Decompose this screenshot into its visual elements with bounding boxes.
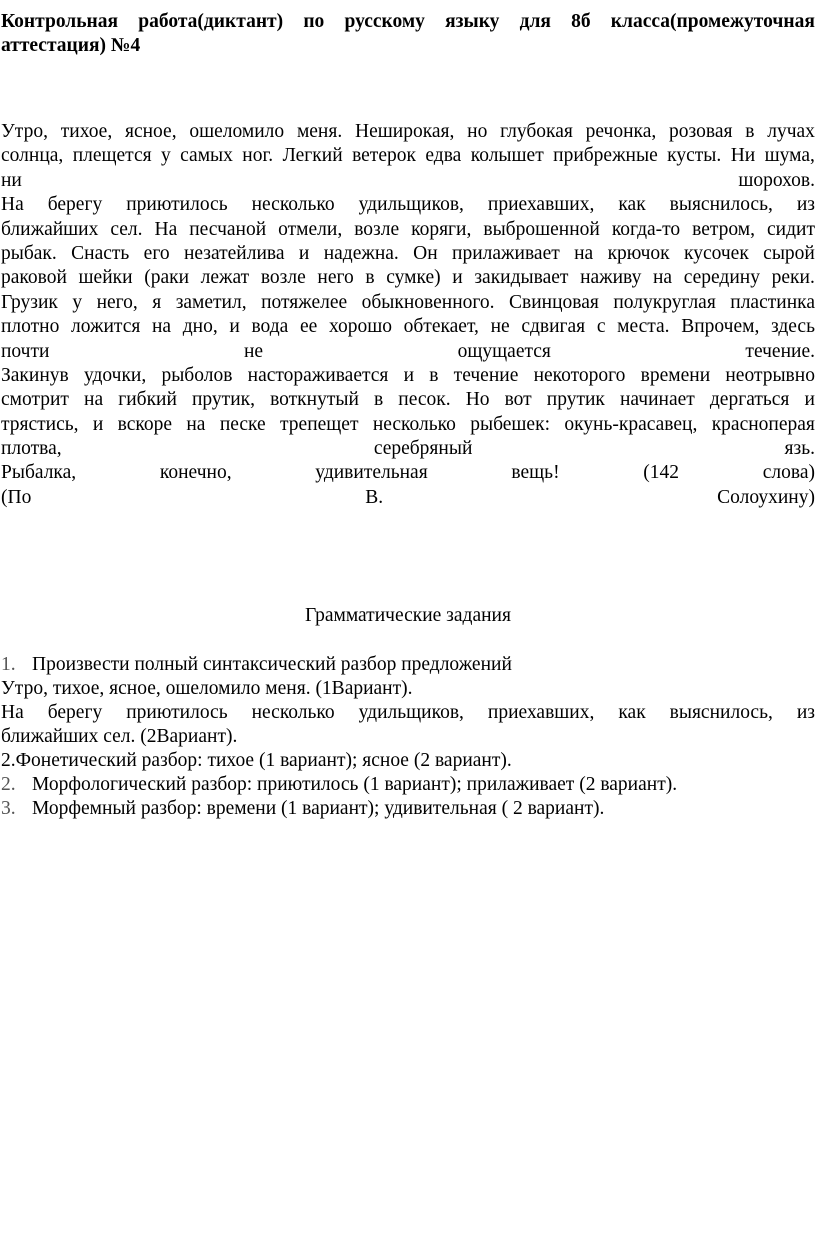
word: сдвигая [521, 316, 586, 338]
word: сидит [767, 218, 815, 240]
grammar-tasks [1, 653, 815, 821]
word: здесь [771, 316, 815, 338]
word: возле [354, 218, 400, 240]
dictation-line [1, 242, 815, 266]
word: него [317, 267, 354, 289]
word: Свинцовая [509, 291, 599, 313]
word: плещется [72, 145, 152, 167]
task-item-phonetic: 2.Фонетический разбор: тихое (1 вариант); ясное (2 вариант). [1, 750, 512, 771]
word: На [154, 218, 178, 240]
word: на [151, 316, 172, 338]
word: Утро, [1, 121, 48, 142]
word: у [72, 291, 83, 313]
word: несколько [372, 413, 456, 435]
word: его [143, 242, 170, 264]
word: некоторого [533, 364, 626, 386]
task-item-morphological [1, 773, 815, 797]
word: Но [465, 389, 490, 411]
word: берегу [47, 194, 103, 216]
word: берегу [47, 702, 103, 723]
word: отмели, [278, 218, 343, 240]
word: приехавших, [487, 702, 595, 723]
word: Впрочем, [681, 316, 760, 338]
word: кусты. [667, 145, 722, 167]
word: крючок [607, 242, 670, 264]
task-text: Произвести полный синтаксический разбор предложений [32, 654, 512, 675]
word: язь. [784, 438, 815, 460]
task-sentence-variant-1: Утро, тихое, ясное, ошеломило меня. (1Вариант). [1, 678, 413, 699]
word: по [303, 11, 325, 32]
word: речонка, [585, 121, 657, 142]
word: выяснилось, [669, 702, 773, 723]
word: выяснилось, [669, 194, 773, 216]
word: на [84, 389, 104, 411]
word: полукруглая [613, 291, 716, 313]
word: В. [365, 486, 384, 508]
word: и [804, 389, 815, 411]
word: Он [413, 242, 438, 264]
word: с [596, 316, 606, 338]
word: места. [617, 316, 670, 338]
dictation-line [1, 486, 815, 510]
dictation-line [1, 461, 815, 485]
word: и [452, 267, 463, 289]
task-sentence-variant-2-line-2: ближайших сел. (2Вариант). [1, 726, 238, 747]
word: середину [683, 267, 760, 289]
word: дно, [182, 316, 218, 338]
dictation-line [1, 144, 815, 168]
word: языку [445, 11, 500, 32]
task-text: Морфемный разбор: времени (1 вариант); удивительная ( 2 вариант). [32, 798, 605, 819]
word: из [796, 702, 815, 723]
word: течение. [745, 340, 815, 362]
word: сел. [110, 218, 143, 240]
word: лучах [767, 121, 815, 142]
word: на [574, 242, 594, 264]
word: Грузик [1, 291, 58, 313]
word: раковой [1, 267, 67, 289]
dictation-line [1, 340, 815, 364]
dictation-text [1, 120, 815, 510]
word: в [745, 121, 755, 142]
word: из [796, 194, 815, 216]
word: тихое, [60, 121, 113, 142]
word: Рыбалка, [1, 462, 77, 484]
word: Неширокая, [355, 121, 455, 142]
word: настораживается [247, 364, 389, 386]
word: рыбак. [1, 242, 57, 264]
word: шорохов. [738, 169, 815, 191]
document-title [1, 10, 815, 59]
word: плотва, [1, 438, 62, 460]
word: вскоре [117, 413, 173, 435]
word: Контрольная [1, 11, 119, 32]
word: слова) [762, 462, 815, 484]
task-number: 2. [1, 774, 16, 795]
word: самых [180, 145, 233, 167]
word: но [467, 121, 488, 142]
word: Закинув [1, 364, 69, 386]
dictation-line [1, 193, 815, 217]
word: ошеломило [189, 121, 285, 142]
task-item-morphemic [1, 797, 815, 821]
word: на [186, 413, 206, 435]
word: выброшенной [483, 218, 600, 240]
word: работа(диктант) [138, 11, 284, 32]
word: гибкий [118, 389, 177, 411]
word: смотрит [1, 389, 69, 411]
word: ощущается [457, 340, 551, 362]
word: прутик [546, 389, 605, 411]
word: прибрежные [553, 145, 658, 167]
word: ветерок [352, 145, 416, 167]
word: ни [1, 169, 22, 191]
word: прилаживает [452, 242, 560, 264]
word: меня. [296, 121, 343, 142]
word: времени [640, 364, 711, 386]
word: 8б [571, 11, 591, 32]
word: почти [1, 340, 50, 362]
word: приютилось [126, 702, 228, 723]
word: лежат [200, 267, 250, 289]
dictation-line [1, 364, 815, 388]
dictation-line [1, 120, 815, 144]
task-number: 3. [1, 798, 16, 819]
word: песок. [398, 389, 451, 411]
word: приютилось [126, 194, 228, 216]
word: На [1, 702, 24, 723]
word: в [429, 364, 439, 386]
dictation-line [1, 218, 815, 242]
dictation-line [1, 315, 815, 339]
word: розовая [669, 121, 733, 142]
word: в [373, 389, 384, 411]
word: и [92, 413, 104, 435]
word: рыболов [161, 364, 233, 386]
word: русскому [344, 11, 425, 32]
word: солнца, [1, 145, 64, 167]
word: течение [453, 364, 519, 386]
word: обыкновенного. [361, 291, 495, 313]
word: Легкий [282, 145, 343, 167]
word: коряги, [411, 218, 472, 240]
task-item-1 [1, 653, 815, 677]
word: ложится [71, 316, 141, 338]
word: хорошо [328, 316, 392, 338]
word: в [365, 267, 375, 289]
word: песчаной [189, 218, 267, 240]
word: удильщиков, [358, 702, 464, 723]
word: когда-то [611, 218, 681, 240]
word: дергаться [709, 389, 790, 411]
word: песке [219, 413, 266, 435]
word: Ни [730, 145, 756, 167]
word: ветром, [692, 218, 756, 240]
word: потяжелее [261, 291, 348, 313]
word: не [490, 316, 510, 338]
word: него, [96, 291, 138, 313]
word: как [618, 194, 646, 216]
title-line-2: аттестация) №4 [1, 35, 141, 57]
word: (По [1, 486, 32, 508]
dictation-line [1, 266, 815, 290]
word: для [519, 11, 551, 32]
word: начинает [619, 389, 695, 411]
word: удильщиков, [358, 194, 464, 216]
word: несколько [251, 194, 335, 216]
word: кусочек [684, 242, 749, 264]
word: глубокая [500, 121, 573, 142]
word: сумке) [386, 267, 441, 289]
word: красноперая [711, 413, 815, 435]
word: конечно, [159, 462, 232, 484]
word: едва [425, 145, 462, 167]
word: Солоухину) [717, 486, 815, 508]
word: прутик, [192, 389, 255, 411]
word: надежна. [323, 242, 399, 264]
word: шейки [78, 267, 133, 289]
word: сырой [763, 242, 815, 264]
word: окунь-красавец, [564, 413, 698, 435]
word: На [1, 194, 24, 216]
word: трепещет [280, 413, 359, 435]
word: вещь! [511, 462, 560, 484]
word: приехавших, [487, 194, 595, 216]
dictation-line [1, 413, 815, 437]
word: удивительная [315, 462, 428, 484]
task-sentence-variant-2-line-1 [1, 701, 815, 725]
word: у [160, 145, 171, 167]
word: удочки, [83, 364, 147, 386]
word: класса(промежуточная [610, 11, 815, 32]
word: плотно [1, 316, 60, 338]
word: заметил, [175, 291, 247, 313]
dictation-line [1, 291, 815, 315]
word: (142 [643, 462, 680, 484]
word: колышет [470, 145, 544, 167]
word: закидывает [474, 267, 569, 289]
word: неотрывно [725, 364, 815, 386]
word: рыбешек: [470, 413, 550, 435]
tasks-heading: Грамматические задания [305, 605, 511, 626]
word: незатейлива [183, 242, 285, 264]
word: ближайших [1, 218, 99, 240]
dictation-line [1, 388, 815, 412]
word: воткнутый [270, 389, 359, 411]
word: (раки [144, 267, 190, 289]
dictation-line [1, 169, 815, 193]
task-number: 1. [1, 654, 16, 675]
word: шума, [764, 145, 815, 167]
word: как [618, 702, 646, 723]
title-line-1 [1, 10, 815, 34]
word: не [244, 340, 264, 362]
word: я [152, 291, 162, 313]
word: и [403, 364, 415, 386]
word: Снасть [71, 242, 130, 264]
word: возле [260, 267, 306, 289]
task-text: Морфологический разбор: приютилось (1 вариант); прилаживает (2 вариант). [32, 774, 678, 795]
word: серебряный [373, 438, 473, 460]
word: несколько [251, 702, 335, 723]
word: трястись, [1, 413, 79, 435]
word: и [298, 242, 310, 264]
word: наживу [580, 267, 642, 289]
word: пластинка [730, 291, 815, 313]
word: и [229, 316, 240, 338]
word: на [653, 267, 673, 289]
word: обтекает, [403, 316, 479, 338]
word: ясное, [125, 121, 177, 142]
word: вода [251, 316, 289, 338]
word: вот [504, 389, 532, 411]
dictation-line [1, 437, 815, 461]
word: реки. [771, 267, 815, 289]
word: ее [299, 316, 318, 338]
word: ног. [242, 145, 274, 167]
